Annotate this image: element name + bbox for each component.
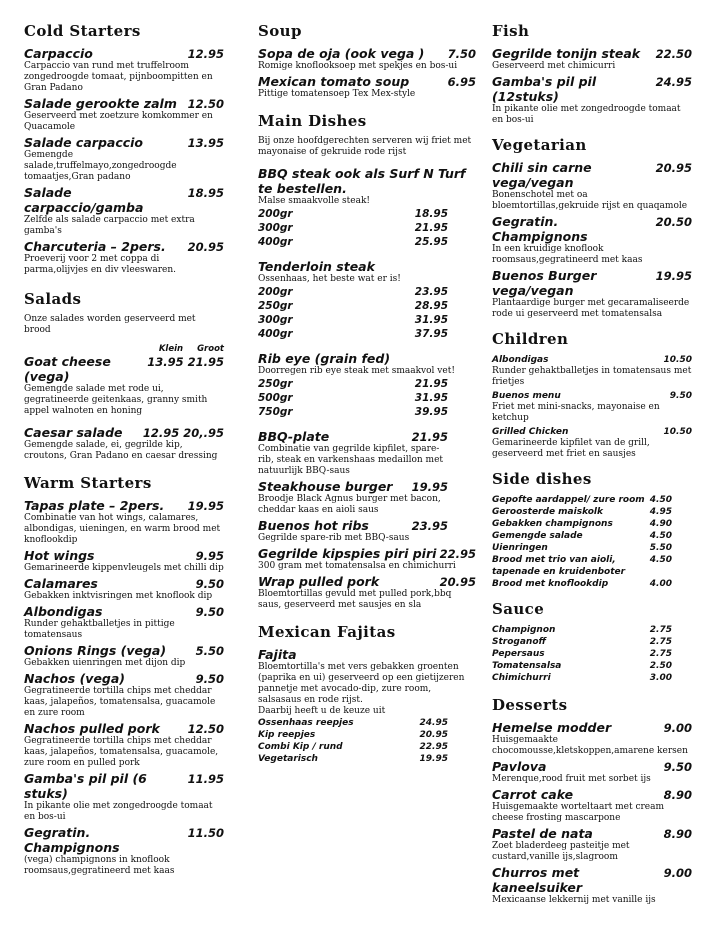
item-name: Salade carpaccio/gamba bbox=[24, 185, 144, 215]
size-weight: 250gr bbox=[258, 300, 293, 312]
item-desc: Huisgemaakte worteltaart met cream cheese frosting mascarpone bbox=[492, 802, 665, 823]
item-name: Rib eye (grain fed) bbox=[258, 351, 391, 366]
item-price: 13.95 bbox=[187, 136, 224, 150]
menu-item bbox=[492, 759, 692, 785]
side-name: Gemengde salade bbox=[492, 531, 583, 541]
menu-item bbox=[492, 268, 692, 320]
item-name: Wrap pulled pork bbox=[258, 574, 380, 589]
item-price: 23.95 bbox=[411, 519, 448, 533]
item-desc: Doorregen rib eye steak met smaakvol vet! bbox=[258, 366, 455, 376]
item-price: 9.50 bbox=[195, 672, 224, 686]
side-name: Geroosterde maiskolk bbox=[492, 507, 603, 517]
item-desc: Gemengde salade, ei, gegrilde kip, croutons, Gran Padano en caesar dressing bbox=[24, 440, 218, 461]
size-row bbox=[258, 221, 448, 235]
item-desc: Pittige tomatensoep Tex Mex-style bbox=[258, 89, 416, 99]
item-name: Albondigas bbox=[24, 604, 103, 619]
section-title-cold-starters: Cold Starters bbox=[24, 22, 141, 40]
sauce-price: 2.50 bbox=[649, 661, 672, 671]
size-large-label: Groot bbox=[197, 344, 224, 354]
size-row bbox=[258, 405, 448, 419]
item-name: Carpaccio bbox=[24, 46, 93, 61]
section-title-main-dishes: Main Dishes bbox=[258, 112, 367, 130]
sauce-price: 2.75 bbox=[649, 649, 672, 659]
fajita-option bbox=[258, 753, 448, 765]
sauce-price: 3.00 bbox=[649, 673, 672, 683]
section-title-side-dishes: Side dishes bbox=[492, 470, 592, 488]
menu-item bbox=[258, 429, 448, 477]
option-name: Kip reepjes bbox=[258, 730, 316, 740]
item-desc: Romige knoflooksoep met spekjes en bos-ui bbox=[258, 61, 458, 71]
sauce-item bbox=[492, 636, 672, 648]
fajita-name: Fajita bbox=[258, 647, 297, 662]
item-desc: Gegratineerde tortilla chips met cheddar kaas, jalapeños, tomatensalsa, guacamole, zure room en pulled pork bbox=[24, 736, 219, 768]
size-weight: 300gr bbox=[258, 314, 293, 326]
item-desc: Combinatie van gegrilde kipfilet, spare-rib, steak en varkenshaas medaillon met natuurlijk BBQ-saus bbox=[258, 444, 444, 476]
section-title-warm-starters: Warm Starters bbox=[24, 474, 152, 492]
option-price: 22.95 bbox=[419, 742, 448, 752]
column-middle bbox=[258, 22, 476, 765]
menu-item bbox=[24, 604, 224, 641]
item-desc: Huisgemaakte chocomousse,kletskoppen,amarene kersen bbox=[492, 735, 688, 756]
cold-starters-list bbox=[24, 46, 224, 276]
option-name: Ossenhaas reepjes bbox=[258, 718, 354, 728]
item-name: Gegrilde tonijn steak bbox=[492, 46, 641, 61]
menu-item bbox=[492, 74, 692, 126]
size-weight: 750gr bbox=[258, 406, 293, 418]
size-weight: 400gr bbox=[258, 328, 293, 340]
fajita-options bbox=[258, 717, 448, 765]
side-price: 4.50 bbox=[649, 495, 672, 505]
size-weight: 500gr bbox=[258, 392, 293, 404]
size-small-label: Klein bbox=[158, 344, 184, 354]
item-desc: Geserveerd met zoetzure komkommer en Quacamole bbox=[24, 111, 213, 132]
item-price: 20.95 bbox=[655, 161, 692, 175]
sauce-price: 2.75 bbox=[649, 637, 672, 647]
size-price: 31.95 bbox=[414, 314, 448, 326]
item-name: Albondigas bbox=[492, 355, 549, 365]
section-title-sauce: Sauce bbox=[492, 600, 545, 618]
side-dish bbox=[492, 494, 672, 506]
item-price: 22.95 bbox=[439, 547, 476, 561]
side-name: Gebakken champignons bbox=[492, 519, 613, 529]
item-name: BBQ-plate bbox=[258, 429, 330, 444]
side-dish bbox=[492, 530, 672, 542]
item-name: Salade carpaccio bbox=[24, 135, 144, 150]
item-price: 12.95 20,.95 bbox=[142, 426, 224, 440]
size-weight: 300gr bbox=[258, 222, 293, 234]
item-price: 5.50 bbox=[195, 644, 224, 658]
menu-item bbox=[492, 354, 692, 388]
size-price: 37.95 bbox=[414, 328, 448, 340]
item-name: Salade gerookte zalm bbox=[24, 96, 177, 111]
item-price: 9.50 bbox=[195, 605, 224, 619]
menu-item bbox=[492, 787, 692, 824]
item-price: 21.95 bbox=[411, 430, 448, 444]
menu-item bbox=[492, 214, 692, 266]
size-price: 31.95 bbox=[414, 392, 448, 404]
menu-item bbox=[24, 239, 224, 276]
menu-item bbox=[492, 160, 692, 212]
item-desc: Ossenhaas, het beste wat er is! bbox=[258, 274, 401, 284]
side-name: Brood met trio van aioli, tapenade en kruidenboter bbox=[492, 555, 626, 577]
item-name: Sopa de oja (ook vega ) bbox=[258, 46, 425, 61]
item-price: 19.95 bbox=[187, 499, 224, 513]
size-price: 25.95 bbox=[414, 236, 448, 248]
item-desc: Gebakken inktvisringen met knoflook dip bbox=[24, 591, 213, 601]
menu-item bbox=[24, 548, 224, 574]
sauce-item bbox=[492, 660, 672, 672]
size-row bbox=[258, 391, 448, 405]
item-name: Hot wings bbox=[24, 548, 95, 563]
size-row bbox=[258, 285, 448, 299]
item-name: Pastel de nata bbox=[492, 826, 593, 841]
item-name: Tenderloin steak bbox=[258, 259, 375, 274]
side-name: Brood met knoflookdip bbox=[492, 579, 609, 589]
fajita-choice: Daarbij heeft u de keuze uit bbox=[258, 706, 386, 716]
item-desc: Zelfde als salade carpaccio met extra gamba's bbox=[24, 215, 195, 236]
side-dish bbox=[492, 542, 672, 554]
menu-item bbox=[24, 825, 224, 877]
item-name: Tapas plate – 2pers. bbox=[24, 498, 165, 513]
option-name: Combi Kip / rund bbox=[258, 742, 343, 752]
item-name: Carrot cake bbox=[492, 787, 574, 802]
item-price: 9.00 bbox=[663, 866, 692, 880]
item-price: 9.50 bbox=[669, 391, 692, 401]
sauce-name: Champignon bbox=[492, 625, 556, 635]
item-price: 11.95 bbox=[187, 772, 224, 786]
menu-item bbox=[492, 46, 692, 72]
item-name: Churros met kaneelsuiker bbox=[492, 865, 583, 895]
item-name: Hemelse modder bbox=[492, 720, 612, 735]
item-desc: Geserveerd met chimicurri bbox=[492, 61, 616, 71]
menu-item bbox=[24, 425, 224, 462]
fajita-option bbox=[258, 717, 448, 729]
item-desc: Gegrilde spare-rib met BBQ-saus bbox=[258, 533, 410, 543]
sauce-name: Pepersaus bbox=[492, 649, 545, 659]
section-title-children: Children bbox=[492, 330, 569, 348]
side-name: Gepofte aardappel/ zure room bbox=[492, 495, 645, 505]
item-price: 8.90 bbox=[663, 827, 692, 841]
side-price: 4.90 bbox=[649, 519, 672, 529]
section-title-fajitas: Mexican Fajitas bbox=[258, 623, 396, 641]
size-row bbox=[258, 207, 448, 221]
section-title-desserts: Desserts bbox=[492, 696, 568, 714]
item-price: 22.50 bbox=[655, 47, 692, 61]
item-price: 19.95 bbox=[655, 269, 692, 283]
fajita-option bbox=[258, 729, 448, 741]
salads-intro: Onze salades worden geserveerd met brood bbox=[24, 314, 196, 335]
item-name: Mexican tomato soup bbox=[258, 74, 410, 89]
menu-item bbox=[24, 671, 224, 719]
sauce-name: Chimichurri bbox=[492, 673, 551, 683]
item-name: Buenos menu bbox=[492, 391, 561, 401]
column-right bbox=[492, 22, 692, 908]
item-name: Buenos Burger vega/vegan bbox=[492, 268, 597, 298]
side-price: 4.50 bbox=[649, 555, 672, 565]
item-name: Gamba's pil pil (12stuks) bbox=[492, 74, 597, 104]
item-name: Steakhouse burger bbox=[258, 479, 393, 494]
main-dishes-intro: Bij onze hoofdgerechten serveren wij friet met mayonaise of gekruide rode rijst bbox=[258, 136, 472, 157]
item-desc: Malse smaakvolle steak! bbox=[258, 196, 371, 206]
item-price: 9.95 bbox=[195, 549, 224, 563]
menu-item bbox=[258, 574, 476, 611]
menu-item bbox=[258, 546, 476, 572]
item-desc: Broodje Black Agnus burger met bacon, cheddar kaas en aioli saus bbox=[258, 494, 441, 515]
option-price: 19.95 bbox=[419, 754, 448, 764]
item-price: 10.50 bbox=[663, 427, 692, 437]
item-price: 12.95 bbox=[187, 47, 224, 61]
menu-item bbox=[492, 390, 692, 424]
item-desc: Runder gehaktballetjes in pittige tomatensaus bbox=[24, 619, 175, 640]
item-price: 9.00 bbox=[663, 721, 692, 735]
menu-item bbox=[258, 46, 476, 72]
sauce-price: 2.75 bbox=[649, 625, 672, 635]
size-weight: 200gr bbox=[258, 208, 293, 220]
size-price: 28.95 bbox=[414, 300, 448, 312]
size-price: 21.95 bbox=[414, 378, 448, 390]
item-name: Grilled Chicken bbox=[492, 427, 569, 437]
side-dish bbox=[492, 554, 672, 578]
sauce-item bbox=[492, 672, 672, 684]
menu-item bbox=[24, 185, 224, 237]
item-price: 10.50 bbox=[663, 355, 692, 365]
menu-item bbox=[24, 96, 224, 133]
item-desc: Gebakken uienringen met dijon dip bbox=[24, 658, 186, 668]
size-weight: 200gr bbox=[258, 286, 293, 298]
item-name: Charcuteria – 2pers. bbox=[24, 239, 166, 254]
item-name: Gegrilde kipspies piri piri bbox=[258, 546, 437, 561]
side-price: 4.95 bbox=[649, 507, 672, 517]
size-row bbox=[258, 377, 448, 391]
item-desc: Proeverij voor 2 met coppa di parma,olijvjes en div vleeswaren. bbox=[24, 254, 176, 275]
item-desc: Mexicaanse lekkernij met vanille ijs bbox=[492, 895, 656, 905]
menu-item bbox=[24, 721, 224, 769]
bbq-steak-sizes bbox=[258, 207, 448, 249]
fajita-option bbox=[258, 741, 448, 753]
item-desc: Bloemtortillas gevuld met pulled pork,bbq saus, geserveerd met sausjes en sla bbox=[258, 589, 452, 610]
menu-item bbox=[24, 46, 224, 94]
size-price: 21.95 bbox=[414, 222, 448, 234]
option-price: 24.95 bbox=[419, 718, 448, 728]
size-weight: 250gr bbox=[258, 378, 293, 390]
menu-item bbox=[492, 426, 692, 460]
item-desc: In pikante olie met zongedroogde tomaat en bos-ui bbox=[492, 104, 681, 125]
ribeye-sizes bbox=[258, 377, 448, 419]
item-price: 12.50 bbox=[187, 97, 224, 111]
sauce-name: Tomatensalsa bbox=[492, 661, 562, 671]
section-title-salads: Salads bbox=[24, 290, 82, 308]
item-name: Gamba's pil pil (6 stuks) bbox=[24, 771, 147, 801]
menu-item bbox=[492, 826, 692, 863]
sauce-name: Stroganoff bbox=[492, 637, 547, 647]
side-price: 4.00 bbox=[649, 579, 672, 589]
children-list bbox=[492, 354, 692, 460]
item-desc: Bonenschotel met oa bloemtortillas,gekruide rijst en quaqamole bbox=[492, 190, 688, 211]
menu-item bbox=[492, 865, 692, 906]
option-name: Vegetarisch bbox=[258, 754, 318, 764]
section-title-soup: Soup bbox=[258, 22, 302, 40]
item-price: 20.50 bbox=[655, 215, 692, 229]
item-name: Buenos hot ribs bbox=[258, 518, 369, 533]
fajita-desc: Bloemtortilla's met vers gebakken groenten (paprika en ui) geserveerd op een gietijzeren pannetje met avocado-dip, zure room, salsasaus en rode rijst. bbox=[258, 662, 465, 705]
item-name: Calamares bbox=[24, 576, 98, 591]
menu-item bbox=[492, 720, 692, 757]
tenderloin-sizes bbox=[258, 285, 448, 341]
menu-item bbox=[24, 576, 224, 602]
size-weight: 400gr bbox=[258, 236, 293, 248]
salad-size-header bbox=[24, 344, 224, 354]
side-price: 5.50 bbox=[649, 543, 672, 553]
item-price: 12.50 bbox=[187, 722, 224, 736]
size-row bbox=[258, 235, 448, 249]
item-name: Pavlova bbox=[492, 759, 547, 774]
size-row bbox=[258, 299, 448, 313]
item-price: 20.95 bbox=[187, 240, 224, 254]
menu-item bbox=[24, 354, 224, 417]
item-desc: Gemengde salade,truffelmayo,zongedroogde tomaatjes,Gran padano bbox=[24, 150, 177, 182]
item-name: BBQ steak ook als Surf N Turf te bestellen. bbox=[258, 166, 466, 196]
item-name: Onions Rings (vega) bbox=[24, 643, 167, 658]
size-price: 23.95 bbox=[414, 286, 448, 298]
item-name: Nachos (vega) bbox=[24, 671, 126, 686]
size-row bbox=[258, 327, 448, 341]
item-name: Caesar salade bbox=[24, 425, 123, 440]
item-name: Goat cheese (vega) bbox=[24, 354, 111, 384]
item-desc: 300 gram met tomatensalsa en chimichurri bbox=[258, 561, 456, 571]
option-price: 20.95 bbox=[419, 730, 448, 740]
item-desc: Carpaccio van rund met truffelroom zongedroogde tomaat, pijnboompitten en Gran Padano bbox=[24, 61, 213, 93]
item-name: Gegratin. Champignons bbox=[492, 214, 588, 244]
item-price: 8.90 bbox=[663, 788, 692, 802]
section-title-fish: Fish bbox=[492, 22, 530, 40]
item-price: 24.95 bbox=[655, 75, 692, 89]
item-desc: Gemengde salade met rode ui, gegratineerde geitenkaas, granny smith appel walnoten en honing bbox=[24, 384, 208, 416]
item-desc: Friet met mini-snacks, mayonaise en ketchup bbox=[492, 402, 660, 423]
item-desc: (vega) champignons in knoflook roomsaus,gegratineerd met kaas bbox=[24, 855, 175, 876]
column-left bbox=[24, 22, 224, 879]
item-price: 7.50 bbox=[447, 47, 476, 61]
item-price: 18.95 bbox=[187, 186, 224, 200]
item-desc: Plantaardige burger met gecaramaliseerde rode ui geserveerd met tomatensalsa bbox=[492, 298, 690, 319]
item-price: 19.95 bbox=[411, 480, 448, 494]
item-name: Gegratin. Champignons bbox=[24, 825, 120, 855]
sauce-item bbox=[492, 624, 672, 636]
size-price: 39.95 bbox=[414, 406, 448, 418]
item-price: 9.50 bbox=[195, 577, 224, 591]
side-dish bbox=[492, 506, 672, 518]
item-name: Chili sin carne vega/vegan bbox=[492, 160, 592, 190]
item-price: 11.50 bbox=[187, 826, 224, 840]
menu-item bbox=[258, 479, 448, 516]
item-desc: Zoet bladerdeeg pasteitje met custard,vanille ijs,slagroom bbox=[492, 841, 630, 862]
menu-item bbox=[258, 518, 448, 544]
size-row bbox=[258, 313, 448, 327]
item-desc: In pikante olie met zongedroogde tomaat en bos-ui bbox=[24, 801, 213, 822]
side-dishes-list bbox=[492, 494, 672, 590]
menu-item bbox=[24, 771, 224, 823]
item-desc: Merenque,rood fruit met sorbet ijs bbox=[492, 774, 651, 784]
item-price: 13.95 21.95 bbox=[147, 355, 224, 369]
item-desc: Gegratineerde tortilla chips met cheddar kaas, jalapeños, tomatensalsa, guacamole en zure room bbox=[24, 686, 216, 718]
item-desc: Gemarineerde kipfilet van de grill, geserveerd met friet en sausjes bbox=[492, 438, 650, 459]
menu-item bbox=[258, 74, 476, 100]
section-title-vegetarian: Vegetarian bbox=[492, 136, 587, 154]
item-price: 9.50 bbox=[663, 760, 692, 774]
item-desc: In een kruidige knoflook roomsaus,gegratineerd met kaas bbox=[492, 244, 643, 265]
item-desc: Gemarineerde kippenvleugels met chilli dip bbox=[24, 563, 224, 573]
sauce-item bbox=[492, 648, 672, 660]
item-name: Nachos pulled pork bbox=[24, 721, 160, 736]
side-name: Uienringen bbox=[492, 543, 548, 553]
side-dish bbox=[492, 578, 672, 590]
sauce-list bbox=[492, 624, 672, 684]
menu-item bbox=[24, 135, 224, 183]
menu-item bbox=[24, 643, 224, 669]
item-price: 20.95 bbox=[439, 575, 476, 589]
side-price: 4.50 bbox=[649, 531, 672, 541]
item-desc: Runder gehaktballetjes in tomatensaus met frietjes bbox=[492, 366, 692, 387]
item-price: 6.95 bbox=[447, 75, 476, 89]
item-desc: Combinatie van hot wings, calamares, albondigas, uieningen, en warm brood met knoflookdip bbox=[24, 513, 221, 545]
size-price: 18.95 bbox=[414, 208, 448, 220]
menu-item bbox=[24, 498, 224, 546]
side-dish bbox=[492, 518, 672, 530]
